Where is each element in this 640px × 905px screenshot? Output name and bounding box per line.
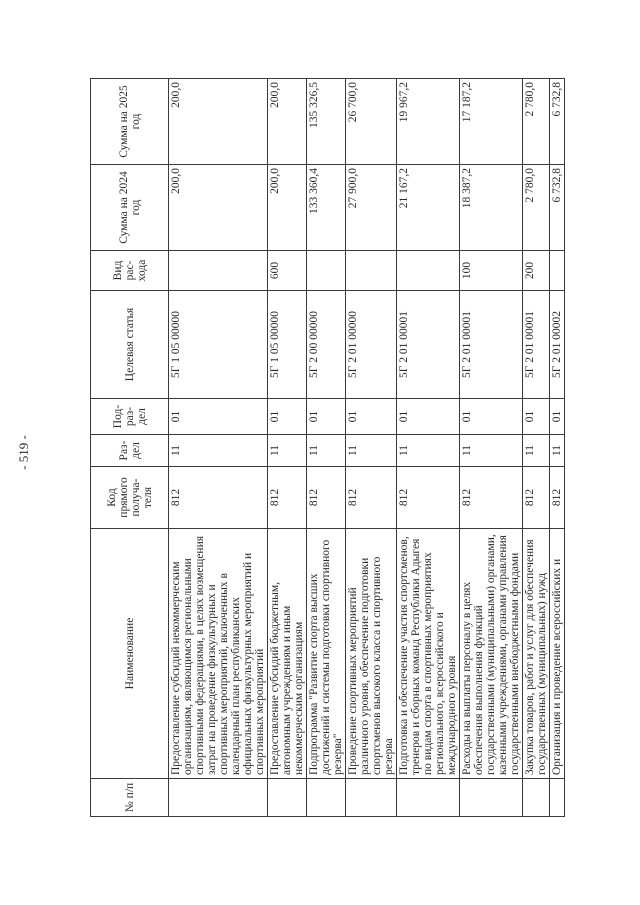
table-row [268,79,307,817]
cell-sum-2025: 17 187,2 [460,79,523,165]
cell-sum-2024: 21 167,2 [397,165,460,251]
cell-sum-2025: 200,0 [268,79,307,165]
cell-vid: 600 [268,251,307,291]
cell-article: 5Г 1 05 00000 [169,291,268,399]
cell-podrazdel: 01 [460,399,523,435]
cell-num [397,779,460,817]
header-sum-2025: Сумма на 2025 год [91,79,169,165]
cell-code: 812 [307,467,346,529]
table-row [169,79,268,817]
cell-num [550,779,565,817]
cell-sum-2024: 200,0 [169,165,268,251]
cell-sum-2025: 6 732,8 [550,79,565,165]
cell-sum-2025: 200,0 [169,79,268,165]
cell-article: 5Г 2 01 00001 [460,291,523,399]
table-header-row [91,79,169,817]
cell-razdel: 11 [397,435,460,467]
cell-name: Предоставление субсидий бюджетным, автономным учреждениям и иным некоммерческим организациям [268,529,307,779]
cell-num [268,779,307,817]
cell-code: 812 [523,467,550,529]
table-row [397,79,460,817]
cell-vid [550,251,565,291]
cell-name: Предоставление субсидий некоммерческим организациям, являющимся региональными спортивными федерациями, в целях возмещения затрат на проведение физкультурных и спортивных мероприятий, включенных в календарный план республиканских официальных физкультурных мероприятий и спортивных мероприятий [169,529,268,779]
cell-num [346,779,397,817]
cell-sum-2024: 133 360,4 [307,165,346,251]
cell-num [460,779,523,817]
cell-vid [169,251,268,291]
cell-sum-2024: 18 387,2 [460,165,523,251]
cell-name: Подготовка и обеспечение участия спортсменов, тренеров и сборных команд Республики Адыгея по видам спорта в спортивных мероприятиях регионального, всероссийского и международного уровня [397,529,460,779]
table-row [550,79,565,817]
cell-razdel: 11 [346,435,397,467]
table-row [346,79,397,817]
cell-podrazdel: 01 [346,399,397,435]
cell-article: 5Г 2 01 00002 [550,291,565,399]
cell-vid [346,251,397,291]
cell-podrazdel: 01 [523,399,550,435]
cell-razdel: 11 [523,435,550,467]
cell-article: 5Г 2 01 00001 [397,291,460,399]
cell-name: Расходы на выплаты персоналу в целях обеспечения выполнения функций государственными (муниципальными) органами, казенными учреждениями, органами управления государственными внебюджетными фондами [460,529,523,779]
cell-num [307,779,346,817]
cell-razdel: 11 [169,435,268,467]
cell-podrazdel: 01 [397,399,460,435]
header-razdel: Раз-дел [91,435,169,467]
cell-razdel: 11 [460,435,523,467]
cell-code: 812 [169,467,268,529]
cell-vid [307,251,346,291]
cell-code: 812 [268,467,307,529]
cell-num [523,779,550,817]
cell-sum-2024: 200,0 [268,165,307,251]
cell-code: 812 [346,467,397,529]
cell-sum-2025: 135 326,5 [307,79,346,165]
cell-sum-2024: 2 780,0 [523,165,550,251]
cell-article: 5Г 2 00 00000 [307,291,346,399]
cell-article: 5Г 1 05 00000 [268,291,307,399]
cell-podrazdel: 01 [550,399,565,435]
cell-sum-2025: 2 780,0 [523,79,550,165]
header-code: Код прямого получа-теля [91,467,169,529]
budget-table [90,78,565,817]
cell-razdel: 11 [268,435,307,467]
cell-razdel: 11 [550,435,565,467]
cell-vid: 100 [460,251,523,291]
cell-sum-2025: 19 967,2 [397,79,460,165]
table-row [307,79,346,817]
cell-podrazdel: 01 [268,399,307,435]
cell-razdel: 11 [307,435,346,467]
header-num: № п/п [91,779,169,817]
table-row [523,79,550,817]
cell-sum-2025: 26 700,0 [346,79,397,165]
cell-podrazdel: 01 [169,399,268,435]
page-number: - 519 - [16,435,31,470]
header-vid: Вид рас-хода [91,251,169,291]
cell-name: Проведение спортивных мероприятий различного уровня, обеспечение подготовки спортсменов высокого класса и спортивного резерва [346,529,397,779]
table-body [169,79,565,817]
cell-code: 812 [550,467,565,529]
cell-sum-2024: 6 732,8 [550,165,565,251]
cell-code: 812 [460,467,523,529]
cell-code: 812 [397,467,460,529]
header-sum-2024: Сумма на 2024 год [91,165,169,251]
table-row [460,79,523,817]
cell-podrazdel: 01 [307,399,346,435]
cell-article: 5Г 2 01 00000 [346,291,397,399]
cell-sum-2024: 27 900,0 [346,165,397,251]
cell-num [169,779,268,817]
header-article: Целевая статья [91,291,169,399]
header-name: Наименование [91,529,169,779]
cell-name: Организация и проведение всероссийских и [550,529,565,779]
cell-vid: 200 [523,251,550,291]
header-podrazdel: Под-раз-дел [91,399,169,435]
cell-vid [397,251,460,291]
cell-article: 5Г 2 01 00001 [523,291,550,399]
cell-name: Закупка товаров, работ и услуг для обеспечения государственных (муниципальных) нужд [523,529,550,779]
cell-name: Подпрограмма "Развитие спорта высших достижений и системы подготовки спортивного резерва" [307,529,346,779]
